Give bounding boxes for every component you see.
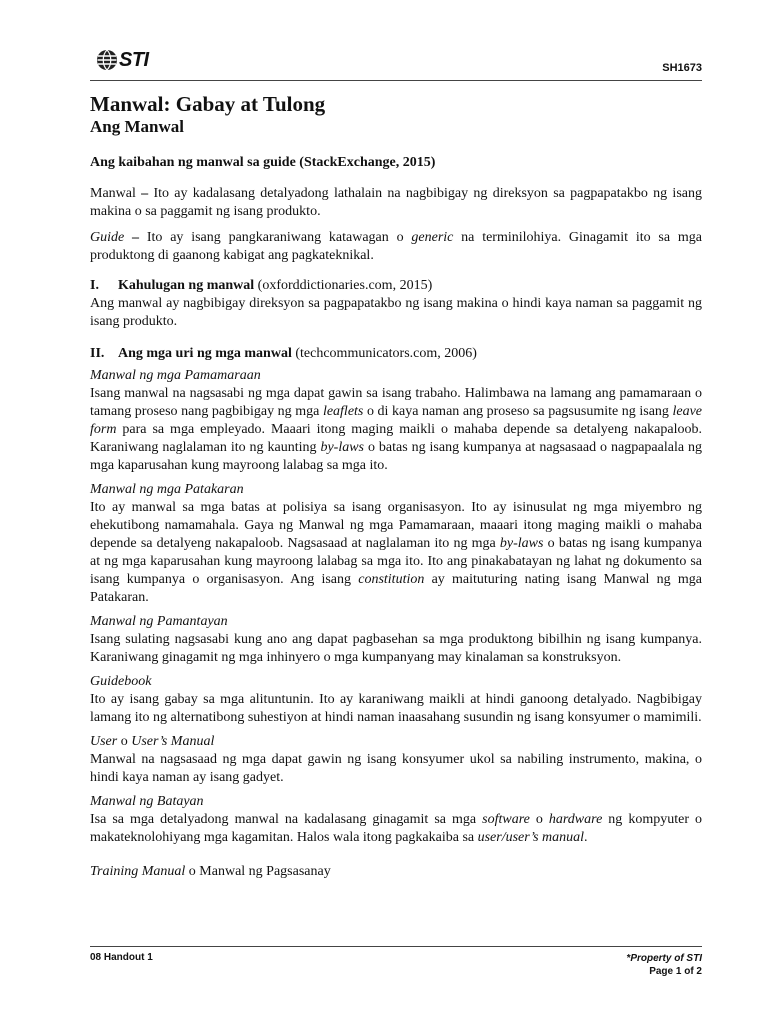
globe-icon <box>96 49 118 71</box>
page-subtitle: Ang Manwal <box>90 117 184 136</box>
type-body-patakaran <box>90 499 702 607</box>
header-rule <box>90 80 702 81</box>
body-text: o di kaya naman ang proseso sa pagsusumite ng isang <box>363 404 673 419</box>
section-title: Ang mga uri ng mga manwal <box>118 346 292 361</box>
footer-handout: 08 Handout 1 <box>90 952 153 963</box>
emphasis: leaflets <box>322 404 364 419</box>
body-text: para sa mga empleyado. Maaari itong maging maikli o mahaba depende sa detalyeng nakapaloob. Karaniwang naglalaman ito ng kaunting <box>90 422 702 455</box>
emphasis: user/user’s manual <box>477 830 585 845</box>
heading-part: o Manwal ng Pagsasanay <box>185 864 331 879</box>
definition-text: Ito ay isang pangkaraniwang katawagan o <box>146 230 412 245</box>
term-manwal: Manwal <box>90 186 136 201</box>
type-heading-pamamaraan: Manwal ng mga Pamamaraan <box>90 368 261 383</box>
heading-part: Training Manual <box>90 864 186 879</box>
section-heading-2 <box>90 345 702 363</box>
heading-part: o <box>117 734 132 749</box>
type-heading-guidebook: Guidebook <box>90 674 152 689</box>
term-dash: – <box>124 230 147 245</box>
emphasis: hardware <box>548 812 603 827</box>
section-number: I. <box>90 278 99 293</box>
section-1-body: Ang manwal ay nagbibigay direksyon sa pagpapatakbo ng isang makina o hindi kaya naman sa paggamit ng isang produkto. <box>90 296 702 329</box>
type-body-pamantayan: Isang sulating nagsasabi kung ano ang dapat pagbasehan sa mga produktong bibilhin ng isang kumpanya. Karaniwang ginagamit ng mga inhinyero o mga kumpanyang may kinalaman sa konstruksyon. <box>90 632 702 665</box>
definition-text: Ito ay kadalasang detalyadong lathalain na nagbibigay ng direksyon sa pagpapatakbo ng isang makina o sa paggamit ng isang produkto. <box>90 186 702 219</box>
type-heading-pamantayan: Manwal ng Pamantayan <box>90 614 228 629</box>
section-heading-1 <box>90 277 702 295</box>
footer-property: *Property of STI <box>626 953 702 964</box>
logo-text: STI <box>119 48 149 71</box>
type-body-batayan <box>90 811 702 847</box>
type-heading-batayan: Manwal ng Batayan <box>90 794 204 809</box>
type-heading-user <box>90 733 702 751</box>
footer-right <box>626 952 702 978</box>
heading-part: User <box>90 734 118 749</box>
type-body-pamamaraan <box>90 385 702 475</box>
footer-rule <box>90 946 702 947</box>
body-text: o batas ng isang kumpanya at nagsasaad o nagpapaalala ng mga kaparusahan kung mayroong lalabag sa mga ito. <box>90 440 702 473</box>
section-number: II. <box>90 346 105 361</box>
type-heading-training <box>90 863 702 881</box>
body-text: . <box>584 830 588 845</box>
page-title: Manwal: Gabay at Tulong <box>90 92 326 116</box>
section-source: (techcommunicators.com, 2006) <box>291 346 477 361</box>
body-text: o batas ng isang kumpanya at ng mga kaparusahan kung mayroong lalabag sa mga ito. Ito ang pinakabatayan ng lahat ng dokumento sa isang kumpanya o organisasyon. Ang isang <box>90 536 702 587</box>
body-text: Ito ay manwal sa mga batas at polisiya sa isang organisasyon. Ito ay isinusulat ng mga miyembro ng ehekutibong namamahala. Gaya ng Manwal ng mga Pamamaraan, maaari itong maging maikli o mahaba depende sa detalyeng nakapaloob. Nagsasaad at naglalaman ito ng mga <box>90 500 702 551</box>
heading-part: User’s Manual <box>131 734 215 749</box>
definition-manwal <box>90 185 702 221</box>
type-body-user: Manwal na nagsasaad ng mga dapat gawin ng isang konsyumer ukol sa nabiling instrumento, makina, o hindi kaya naman ay isang gadyet. <box>90 752 702 785</box>
sti-logo <box>96 47 149 73</box>
term-dash: – <box>135 186 154 201</box>
emphasis: generic <box>411 230 454 245</box>
term-guide: Guide <box>90 230 125 245</box>
emphasis: by-laws <box>320 440 364 455</box>
body-text: Isa sa mga detalyadong manwal na kadalasang ginagamit sa mga <box>90 812 483 827</box>
type-heading-patakaran: Manwal ng mga Patakaran <box>90 482 244 497</box>
body-text: ay maituturing nating isang Manwal ng mga Patakaran. <box>90 572 702 605</box>
body-text: o <box>529 812 549 827</box>
section-title: Kahulugan ng manwal <box>118 278 255 293</box>
definition-text: na terminilohiya. Ginagamit ito sa mga produktong di gaanong kabigat ang pagkateknikal. <box>90 230 702 263</box>
definition-guide <box>90 229 702 265</box>
emphasis: leave form <box>90 404 703 437</box>
emphasis: constitution <box>358 572 425 587</box>
body-text: Isang manwal na nagsasabi ng mga dapat gawin sa isang trabaho. Halimbawa na lamang ang pamamaraan o tamang proseso nang pagbibigay ng mga <box>90 386 702 419</box>
section-source: (oxforddictionaries.com, 2015) <box>254 278 433 293</box>
body-text: ng kompyuter o makateknolohiyang mga kagamitan. Halos wala itong pagkakaiba sa <box>90 812 702 845</box>
intro-heading: Ang kaibahan ng manwal sa guide (StackExchange, 2015) <box>90 155 436 170</box>
page-number: Page 1 of 2 <box>649 966 702 977</box>
document-code: SH1673 <box>662 62 702 74</box>
emphasis: software <box>482 812 530 827</box>
type-body-guidebook: Ito ay isang gabay sa mga alituntunin. Ito ay karaniwang maikli at hindi ganoong detalyado. Nagbibigay lamang ito ng alternatibong suhestiyon at hindi naman inaasahang susundin ng isang konsyumer o mamimili. <box>90 692 702 725</box>
emphasis: by-laws <box>499 536 544 551</box>
main-content <box>90 92 702 881</box>
